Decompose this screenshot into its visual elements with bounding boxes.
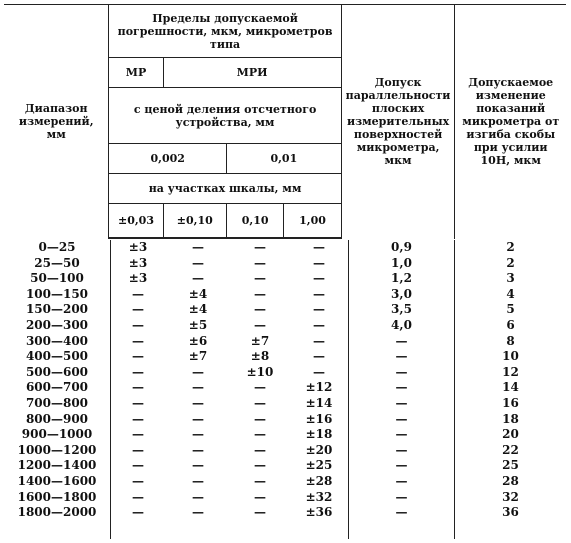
cell-mr-003: —: [132, 458, 144, 473]
cell-range: 25—50: [34, 255, 80, 270]
cell-range: 300—400: [25, 333, 89, 348]
cell-mri-100: ±25: [305, 458, 333, 473]
cell-mr-010: —: [192, 505, 204, 520]
cell-mri-010: ±7: [250, 333, 270, 348]
cell-mr-003: —: [132, 302, 144, 317]
cell-change: 6: [506, 317, 515, 332]
cell-mri-010: —: [254, 395, 266, 410]
cell-flatness: —: [395, 349, 408, 364]
cell-mr-010: —: [192, 364, 204, 379]
cell-change: 10: [502, 349, 519, 364]
cell-flatness: —: [395, 489, 408, 504]
cell-mr-003: —: [132, 489, 144, 504]
table-body: [4, 240, 566, 521]
cell-mri-100: ±32: [305, 489, 333, 504]
cell-change: 18: [502, 411, 519, 426]
cell-flatness: 3,0: [391, 286, 412, 301]
cell-mri-100: —: [313, 364, 325, 379]
cell-mri-100: —: [313, 286, 325, 301]
cell-change: 8: [506, 333, 515, 348]
cell-mri-010: —: [254, 473, 266, 488]
cell-mri-100: ±16: [305, 411, 333, 426]
cell-mri-010: —: [254, 286, 266, 301]
cell-mr-010: ±4: [188, 286, 208, 301]
cell-range: 1800—2000: [17, 505, 97, 520]
table-row: [4, 443, 566, 459]
cell-flatness: —: [395, 380, 408, 395]
header-div-0002: 0,002: [109, 144, 227, 174]
cell-mr-003: —: [132, 364, 144, 379]
cell-mri-100: ±36: [305, 505, 333, 520]
cell-mri-100: ±20: [305, 442, 333, 457]
cell-flatness: —: [395, 442, 408, 457]
cell-flatness: —: [395, 427, 408, 442]
header-range: Диапазон измерений, мм: [4, 5, 109, 239]
table-row: [4, 334, 566, 350]
cell-mr-003: —: [132, 442, 144, 457]
cell-range: 50—100: [30, 271, 84, 286]
cell-mri-100: —: [313, 240, 325, 254]
cell-change: 36: [502, 505, 519, 520]
cell-mr-010: —: [192, 395, 204, 410]
cell-mri-100: —: [313, 349, 325, 364]
cell-mr-003: —: [132, 427, 144, 442]
cell-mr-010: —: [192, 380, 204, 395]
table-row: [4, 412, 566, 428]
cell-mri-010: —: [254, 302, 266, 317]
table-row: [4, 256, 566, 272]
cell-flatness: —: [395, 333, 408, 348]
table-header: [4, 4, 566, 239]
cell-range: 200—300: [25, 317, 89, 332]
cell-mr-003: ±3: [128, 255, 148, 270]
table-row: [4, 271, 566, 287]
cell-flatness: 3,5: [391, 302, 412, 317]
cell-change: 28: [502, 473, 519, 488]
table-row: [4, 240, 566, 256]
tolerance-table: [4, 4, 566, 539]
header-division-title: с ценой деления отсчетного устройства, мм: [109, 88, 341, 144]
cell-range: 100—150: [25, 286, 89, 301]
header-limits-title: Пределы допускаемой погрешности, мкм, микрометров типа: [109, 5, 341, 58]
cell-change: 5: [506, 302, 515, 317]
cell-mri-010: —: [254, 505, 266, 520]
cell-mr-010: —: [192, 411, 204, 426]
cell-range: 1400—1600: [17, 473, 97, 488]
table-row: [4, 474, 566, 490]
cell-mr-003: —: [132, 505, 144, 520]
table-row: [4, 505, 566, 521]
cell-mr-010: —: [192, 255, 204, 270]
cell-change: 25: [502, 458, 519, 473]
cell-mri-100: —: [313, 255, 325, 270]
cell-mr-010: ±5: [188, 317, 208, 332]
header-type-mri: МРИ: [163, 58, 341, 88]
cell-mr-003: —: [132, 349, 144, 364]
cell-mr-010: ±7: [188, 349, 208, 364]
header-scale-sections: на участках шкалы, мм: [109, 174, 341, 204]
cell-mri-100: —: [313, 302, 325, 317]
cell-mri-010: —: [254, 427, 266, 442]
table-row: [4, 302, 566, 318]
cell-mri-010: ±8: [250, 349, 270, 364]
cell-mr-010: —: [192, 271, 204, 286]
cell-mr-010: —: [192, 427, 204, 442]
header-change: Допускаемое изменение показаний микрометра от изгиба скобы при усилии 10Н, мкм: [455, 5, 566, 239]
cell-mri-100: —: [313, 271, 325, 286]
cell-mri-010: —: [254, 271, 266, 286]
cell-flatness: —: [395, 411, 408, 426]
cell-mri-010: —: [254, 240, 266, 254]
table-row: [4, 490, 566, 506]
cell-change: 12: [502, 364, 519, 379]
cell-change: 2: [506, 240, 515, 254]
cell-mr-010: ±4: [188, 302, 208, 317]
cell-mr-003: ±3: [128, 240, 148, 254]
cell-mri-100: —: [313, 333, 325, 348]
cell-range: 1200—1400: [17, 458, 97, 473]
cell-range: 900—1000: [21, 427, 93, 442]
header-sub-010: ±0,10: [163, 204, 227, 238]
cell-mr-010: —: [192, 473, 204, 488]
table-row: [4, 458, 566, 474]
cell-change: 3: [506, 271, 515, 286]
cell-range: 1600—1800: [17, 489, 97, 504]
cell-mr-010: —: [192, 240, 204, 254]
table-row: [4, 287, 566, 303]
cell-flatness: 4,0: [391, 317, 412, 332]
cell-range: 1000—1200: [17, 442, 97, 457]
cell-mr-003: ±3: [128, 271, 148, 286]
table-row: [4, 380, 566, 396]
table-row: [4, 427, 566, 443]
cell-mri-010: —: [254, 317, 266, 332]
cell-mr-010: —: [192, 458, 204, 473]
cell-change: 4: [506, 286, 515, 301]
cell-mr-003: —: [132, 380, 144, 395]
cell-mr-010: ±6: [188, 333, 208, 348]
cell-flatness: —: [395, 505, 408, 520]
header-sub-003: ±0,03: [109, 204, 163, 238]
cell-change: 20: [502, 427, 519, 442]
cell-mri-010: —: [254, 411, 266, 426]
header-sub-010b: 0,10: [227, 204, 284, 238]
cell-mri-100: ±14: [305, 395, 333, 410]
cell-mr-003: —: [132, 411, 144, 426]
cell-mri-100: ±18: [305, 427, 333, 442]
cell-range: 0—25: [38, 240, 76, 254]
table-row: [4, 318, 566, 334]
cell-change: 2: [506, 255, 515, 270]
cell-mri-100: —: [313, 317, 325, 332]
cell-mri-010: —: [254, 255, 266, 270]
cell-mri-100: ±28: [305, 473, 333, 488]
cell-mri-010: —: [254, 489, 266, 504]
cell-mr-003: —: [132, 395, 144, 410]
cell-mr-010: —: [192, 489, 204, 504]
cell-mr-003: —: [132, 317, 144, 332]
cell-mri-100: ±12: [305, 380, 333, 395]
cell-flatness: 1,0: [391, 255, 412, 270]
cell-flatness: 1,2: [391, 271, 412, 286]
table-row: [4, 365, 566, 381]
cell-mri-010: ±10: [246, 364, 274, 379]
cell-mr-010: —: [192, 442, 204, 457]
cell-range: 150—200: [25, 302, 89, 317]
cell-range: 500—600: [25, 364, 89, 379]
cell-range: 700—800: [25, 395, 89, 410]
cell-mr-003: —: [132, 286, 144, 301]
header-type-mr: МР: [109, 58, 163, 88]
cell-range: 800—900: [25, 411, 89, 426]
cell-flatness: 0,9: [391, 240, 412, 254]
cell-change: 16: [502, 395, 519, 410]
header-div-001: 0,01: [227, 144, 342, 174]
cell-change: 14: [502, 380, 519, 395]
cell-mri-010: —: [254, 458, 266, 473]
cell-mr-003: —: [132, 473, 144, 488]
table-row: [4, 349, 566, 365]
cell-change: 22: [502, 442, 519, 457]
header-flatness: Допуск параллельности плоских измерительных поверхностей микрометра, мкм: [341, 5, 455, 239]
cell-flatness: —: [395, 364, 408, 379]
cell-range: 600—700: [25, 380, 89, 395]
cell-flatness: —: [395, 458, 408, 473]
cell-change: 32: [502, 489, 519, 504]
cell-mri-010: —: [254, 442, 266, 457]
cell-range: 400—500: [25, 349, 89, 364]
cell-mri-010: —: [254, 380, 266, 395]
table-row: [4, 396, 566, 412]
cell-mr-003: —: [132, 333, 144, 348]
cell-flatness: —: [395, 473, 408, 488]
header-sub-100: 1,00: [284, 204, 341, 238]
cell-flatness: —: [395, 395, 408, 410]
